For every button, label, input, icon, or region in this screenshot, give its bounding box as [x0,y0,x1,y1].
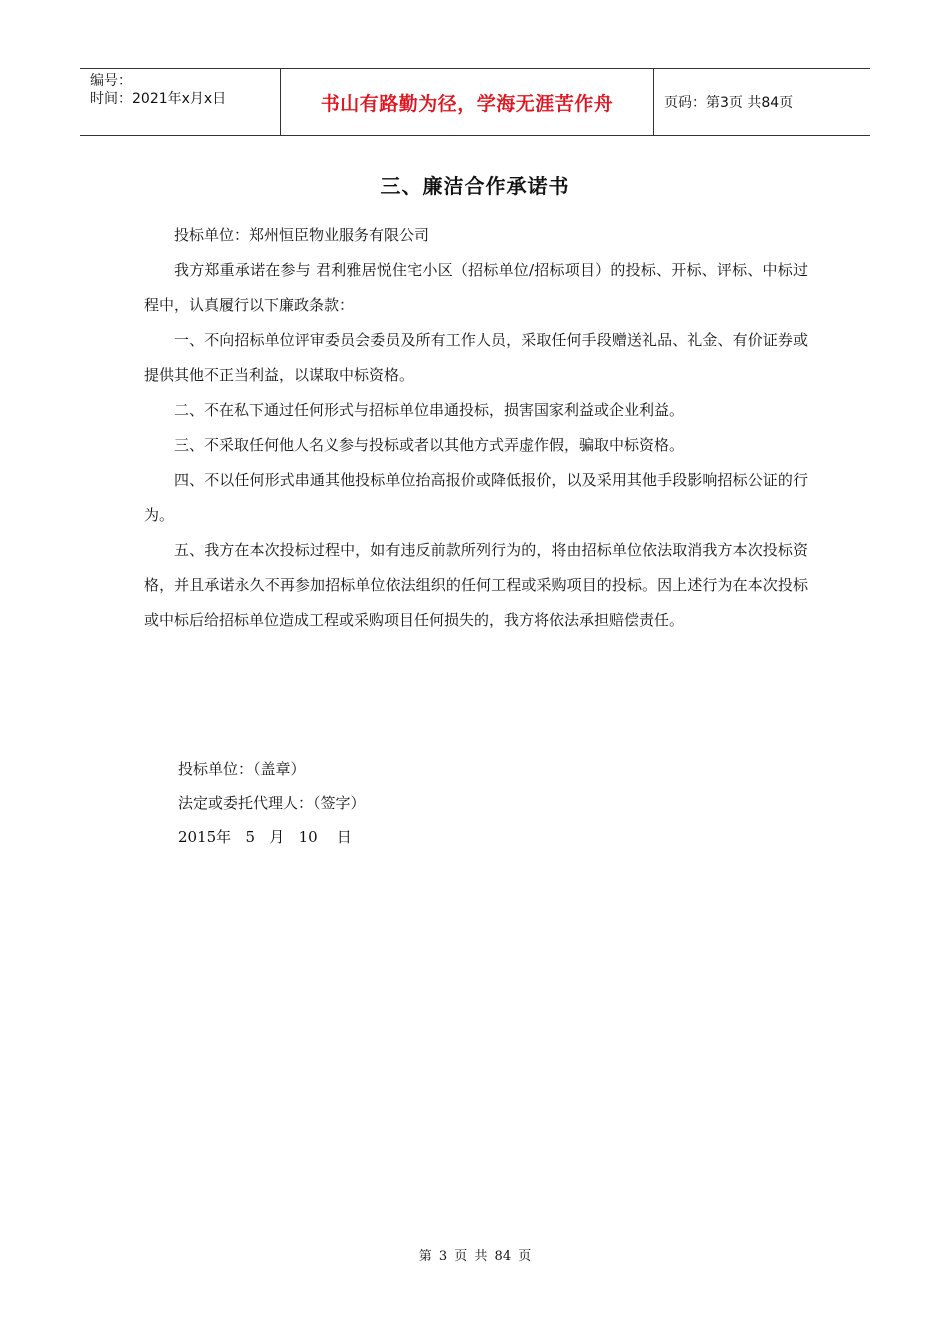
header-motto: 书山有路勤为径，学海无涯苦作舟 [281,69,654,135]
clause-paragraph-3: 三、不采取任何他人名义参与投标或者以其他方式弄虚作假，骗取中标资格。 [174,436,685,454]
page-header [80,68,870,136]
document-title: 三、廉洁合作承诺书 [380,174,570,198]
signature-agent-line: 法定或委托代理人：（签字） [178,794,366,812]
clause-paragraph-1: 一、不向招标单位评审委员会委员及所有工作人员，采取任何手段赠送礼品、礼金、有价证券或提供其他不正当利益，以谋取中标资格。 [144,331,808,384]
signature-unit-line: 投标单位：（盖章） [178,760,306,778]
page-footer: 第 3 页 共 84 页 [418,1249,532,1264]
clause-paragraph-5: 五、我方在本次投标过程中，如有违反前款所列行为的，将由招标单位依法取消我方本次投标资格，并且承诺永久不再参加招标单位依法组织的任何工程或采购项目的投标。因上述行为在本次投标或中标后给招标单位造成工程或采购项目任何损失的，我方将依法承担赔偿责任。 [144,541,808,629]
signature-block [178,752,366,854]
time-label: 时间：2021年x月x日 [90,91,227,107]
header-meta [80,69,281,135]
number-label: 编号： [90,73,132,89]
document-body [144,218,808,638]
signature-date-line: 2015年 5 月 10 日 [178,828,352,846]
commitment-intro-paragraph: 我方郑重承诺在参与 君利雅居悦住宅小区（招标单位/招标项目）的投标、开标、评标、中标过程中，认真履行以下廉政条款： [144,261,808,314]
header-page-info: 页码：第3页 共84页 [664,95,794,111]
bidder-paragraph: 投标单位：郑州恒臣物业服务有限公司 [174,226,430,244]
clause-paragraph-4: 四、不以任何形式串通其他投标单位抬高报价或降低报价，以及采用其他手段影响招标公证的行为。 [144,471,808,524]
clause-paragraph-2: 二、不在私下通过任何形式与招标单位串通投标，损害国家利益或企业利益。 [174,401,685,419]
